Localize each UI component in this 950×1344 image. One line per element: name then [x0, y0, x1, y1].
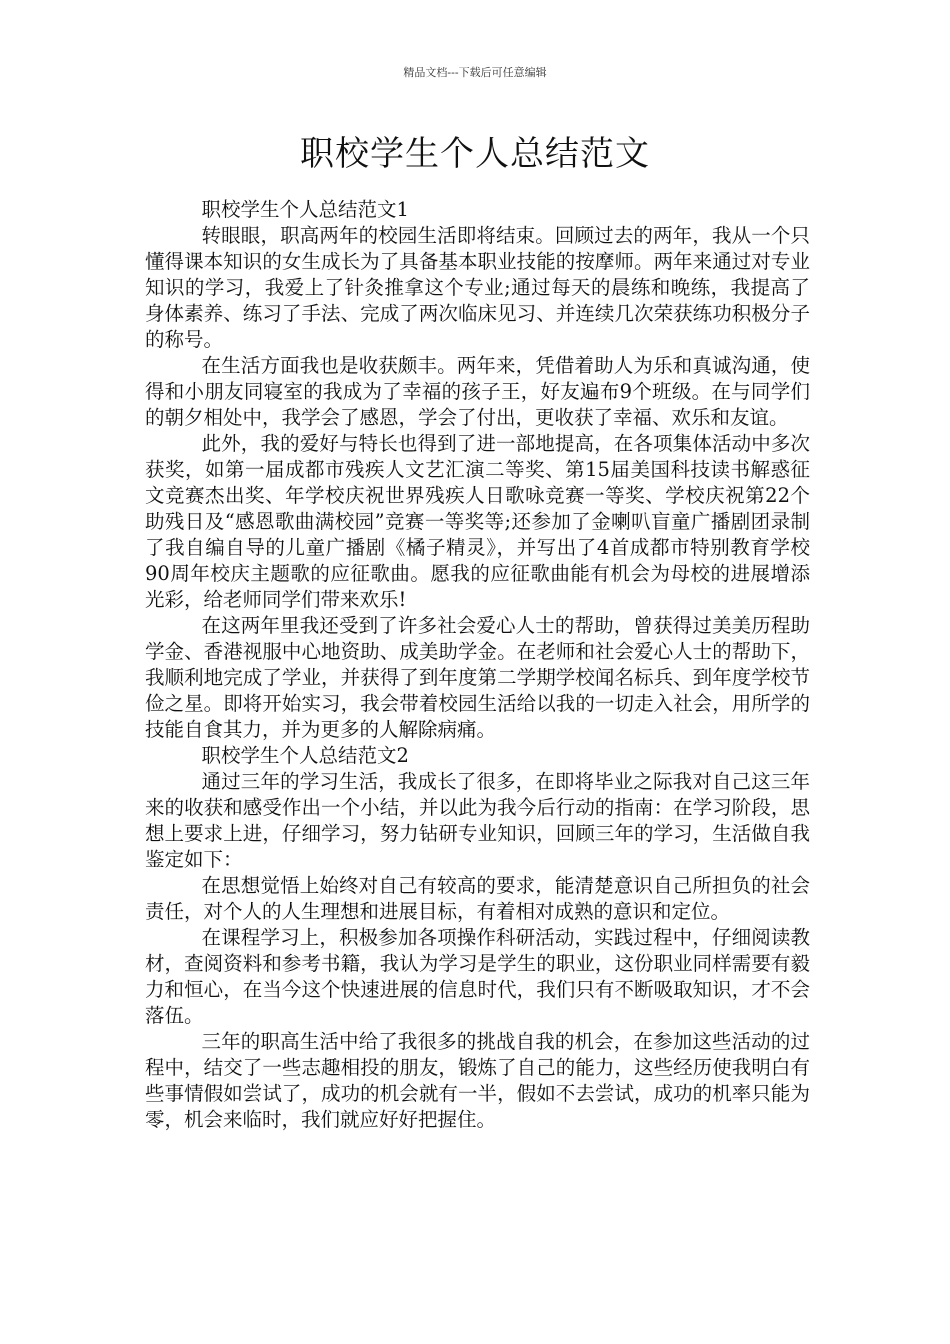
paragraph: 三年的职高生活中给了我很多的挑战自我的机会，在参加这些活动的过程中，结交了一些志趣相投的朋友，锻炼了自己的能力，这些经历使我明白有些事情假如尝试了，成功的机会就有一半，假如不去尝试，成功的机率只能为零，机会来临时，我们就应好好把握住。 [145, 1030, 810, 1131]
page-header: 精品文档---下载后可任意编辑 [403, 66, 547, 79]
paragraph: 此外，我的爱好与特长也得到了进一部地提高，在各项集体活动中多次获奖，如第一届成都市残疾人文艺汇演二等奖、第15届美国科技读书解惑征文竞赛杰出奖、年学校庆祝世界残疾人日歌咏竞赛一等奖、学校庆祝第22个助残日及“感恩歌曲满校园”竞赛一等奖等;还参加了金喇叭盲童广播剧团录制了我自编自导的儿童广播剧《橘子精灵》，并写出了4首成都市特别教育学校90周年校庆主题歌的应征歌曲。愿我的应征歌曲能有机会为母校的进展增添光彩，给老师同学们带来欢乐! [145, 432, 810, 611]
section-heading-2: 职校学生个人总结范文2 [201, 744, 409, 767]
paragraph: 在生活方面我也是收获颇丰。两年来，凭借着助人为乐和真诚沟通，使得和小朋友同寝室的我成为了幸福的孩子王，好友遍布9个班级。在与同学们的朝夕相处中，我学会了感恩，学会了付出，更收获了幸福、欢乐和友谊。 [145, 354, 810, 429]
document-title: 职校学生个人总结范文 [300, 134, 650, 174]
paragraph: 在这两年里我还受到了许多社会爱心人士的帮助，曾获得过美美历程助学金、香港视服中心地资助、成美助学金。在老师和社会爱心人士的帮助下，我顺利地完成了学业，并获得了到年度第二学期学校闻名标兵、到年度学校节俭之星。即将开始实习，我会带着校园生活给以我的一切走入社会，用所学的技能自食其力，并为更多的人解除病痛。 [145, 614, 810, 741]
paragraph: 在思想觉悟上始终对自己有较高的要求，能清楚意识自己所担负的社会责任，对个人的人生理想和进展目标，有着相对成熟的意识和定位。 [145, 874, 810, 923]
document-body [145, 197, 810, 1133]
paragraph: 通过三年的学习生活，我成长了很多，在即将毕业之际我对自己这三年来的收获和感受作出一个小结，并以此为我今后行动的指南：在学习阶段，思想上要求上进，仔细学习，努力钻研专业知识，回顾三年的学习，生活做自我鉴定如下： [145, 770, 810, 871]
paragraph: 在课程学习上，积极参加各项操作科研活动，实践过程中，仔细阅读教材，查阅资料和参考书籍，我认为学习是学生的职业，这份职业同样需要有毅力和恒心，在当今这个快速进展的信息时代，我们只有不断吸取知识，才不会落伍。 [145, 926, 810, 1027]
paragraph: 转眼眼，职高两年的校园生活即将结束。回顾过去的两年，我从一个只懂得课本知识的女生成长为了具备基本职业技能的按摩师。两年来通过对专业知识的学习，我爱上了针灸推拿这个专业;通过每天的晨练和晚练，我提高了身体素养、练习了手法、完成了两次临床见习、并连续几次荣获练功积极分子的称号。 [145, 224, 810, 351]
section-heading-1: 职校学生个人总结范文1 [201, 198, 409, 221]
